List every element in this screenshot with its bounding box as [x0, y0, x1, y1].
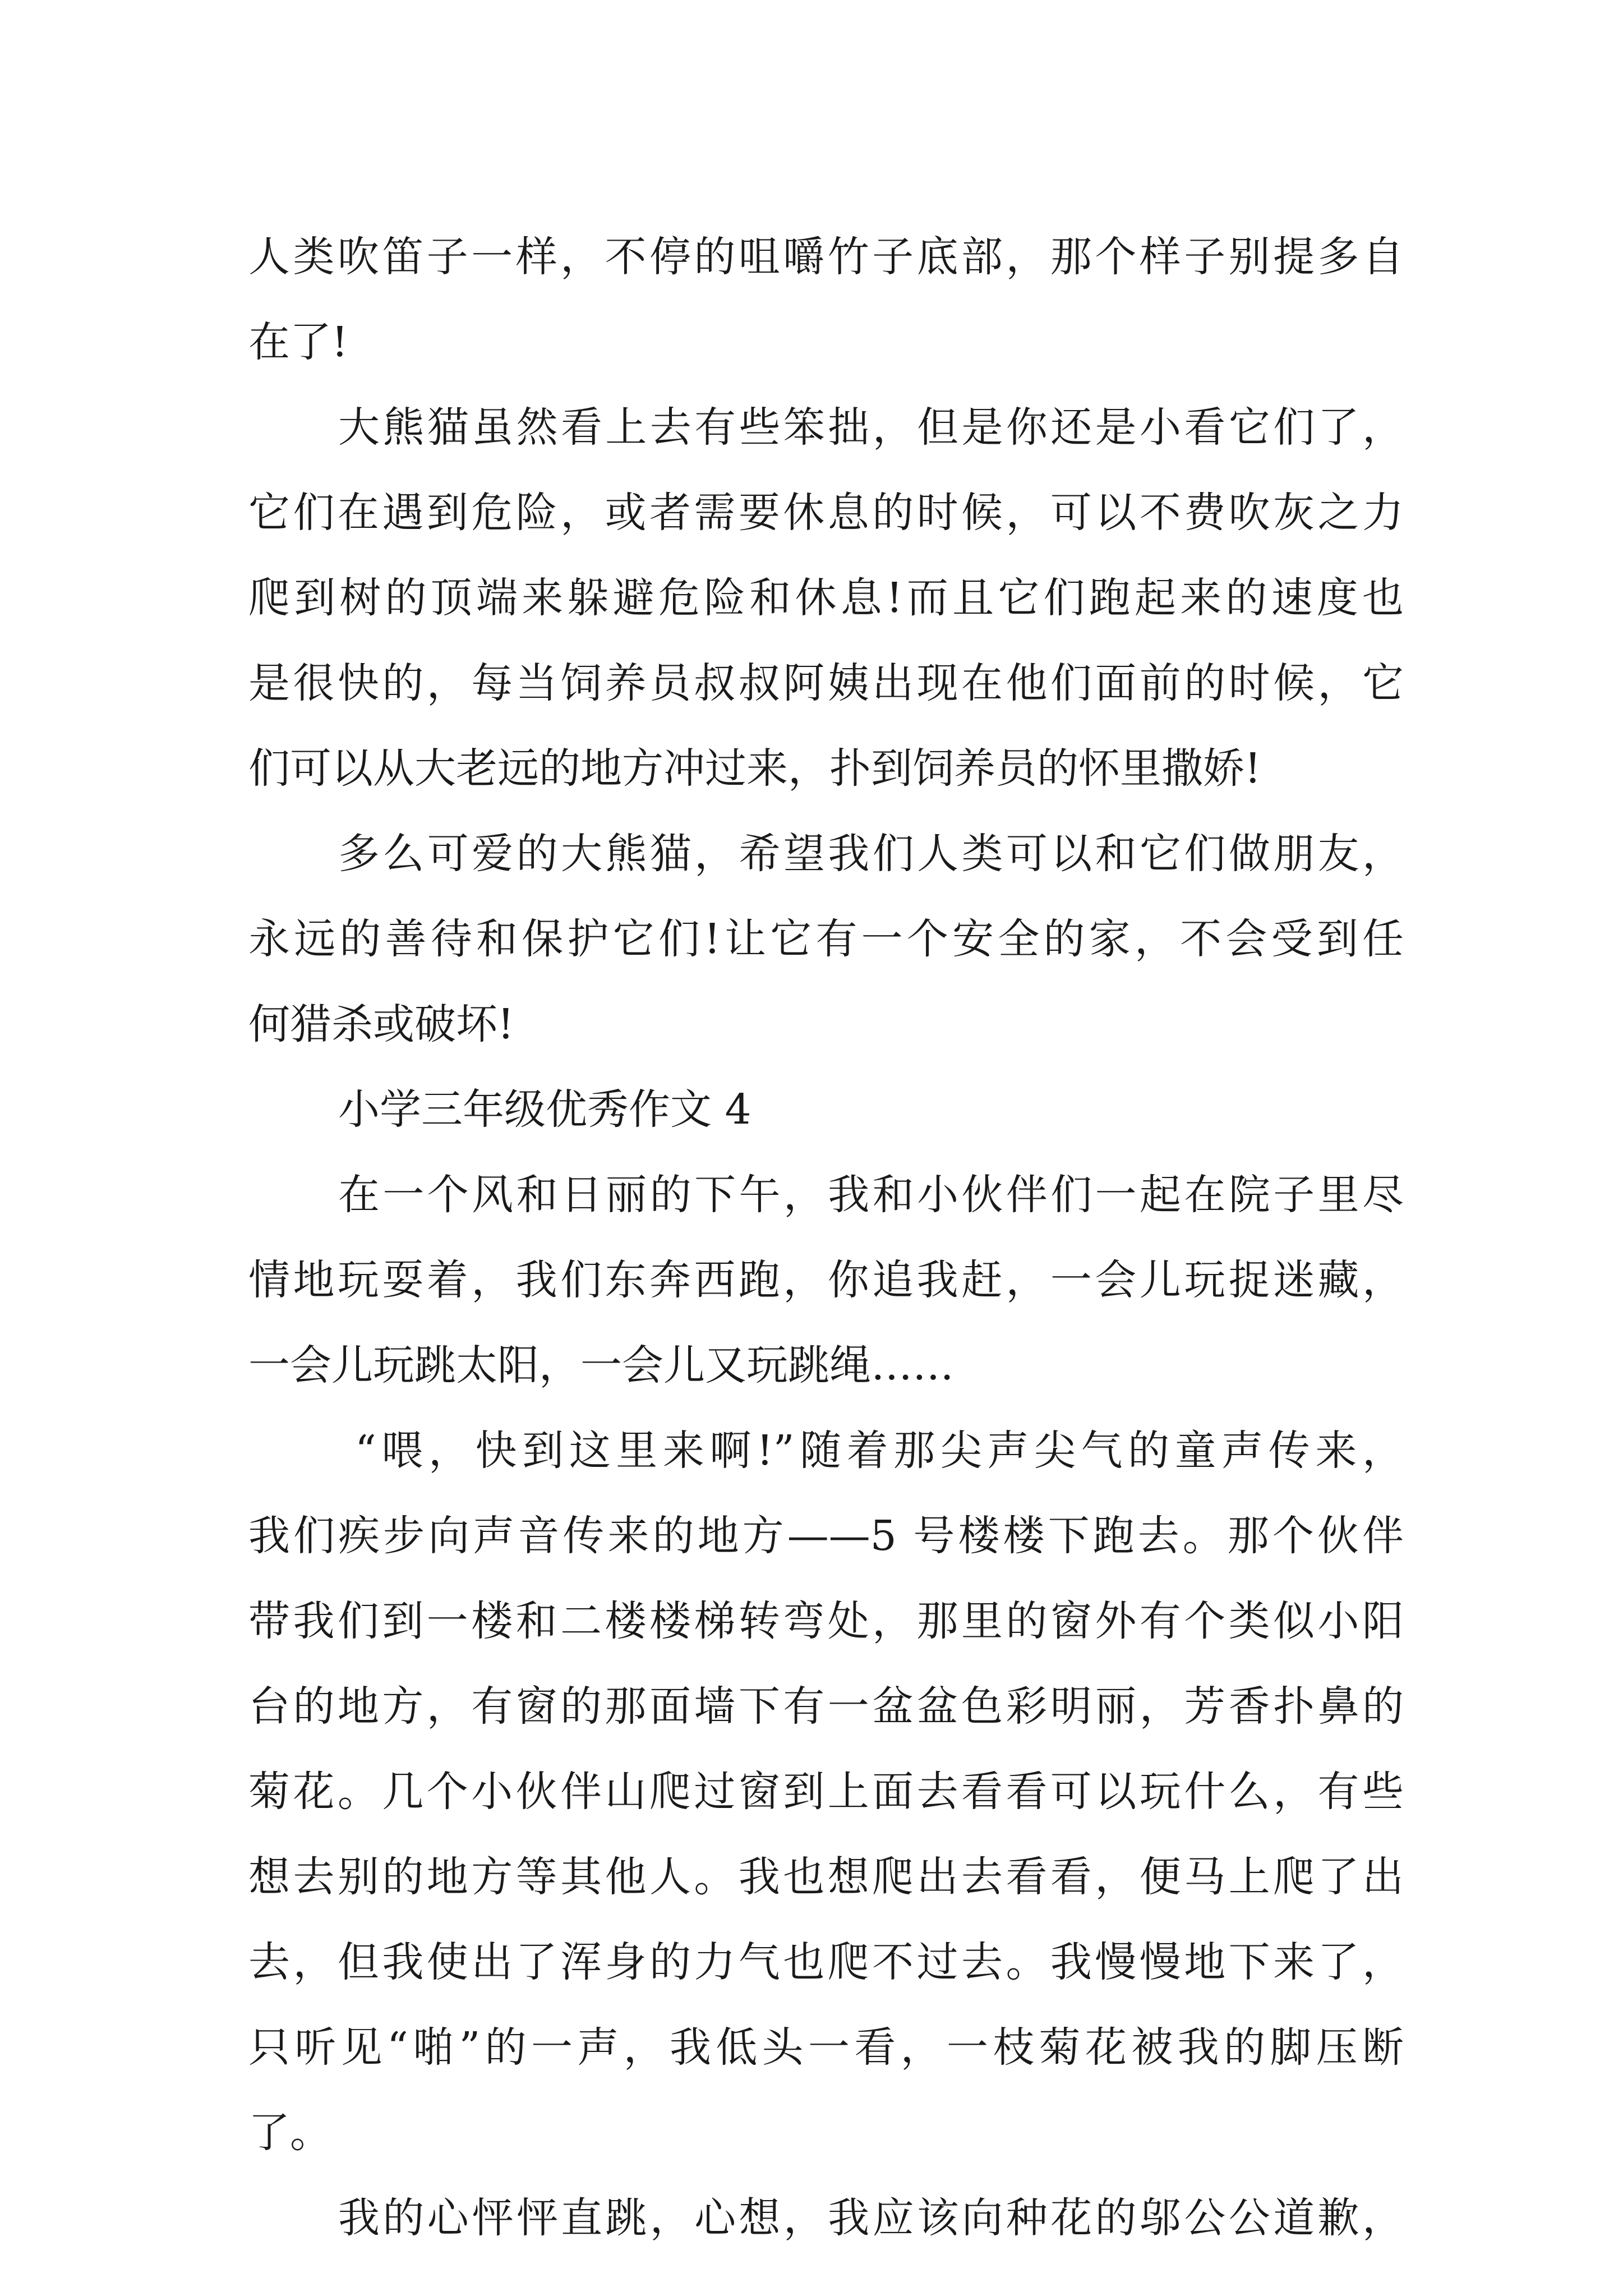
text-line: 情地玩耍着，我们东奔西跑，你追我赶，一会儿玩捉迷藏， [248, 1256, 1404, 1304]
text-line: 大熊猫虽然看上去有些笨拙，但是你还是小看它们了， [338, 403, 1404, 452]
text-line: 在了! [248, 318, 348, 366]
text-line: 它们在遇到危险，或者需要休息的时候，可以不费吹灰之力 [248, 489, 1404, 537]
text-line: 人类吹笛子一样，不停的咀嚼竹子底部，那个样子别提多自 [248, 233, 1404, 281]
text-line: 我们疾步向声音传来的地方——5 号楼楼下跑去。那个伙伴 [248, 1512, 1404, 1560]
text-line: 们可以从大老远的地方冲过来，扑到饲养员的怀里撒娇! [248, 744, 1261, 793]
text-line: 带我们到一楼和二楼楼梯转弯处，那里的窗外有个类似小阳 [248, 1597, 1404, 1645]
text-line: 想去别的地方等其他人。我也想爬出去看看，便马上爬了出 [248, 1853, 1404, 1901]
document-body [248, 214, 1404, 2261]
text-line: 何猎杀或破坏! [248, 1000, 514, 1048]
text-line: 只听见“啪”的一声，我低头一看，一枝菊花被我的脚压断 [248, 2023, 1404, 2072]
section-heading: 小学三年级优秀作文 4 [338, 1085, 751, 1134]
text-line: 菊花。几个小伙伴山爬过窗到上面去看看可以玩什么，有些 [248, 1768, 1404, 1816]
text-line: 一会儿玩跳太阳，一会儿又玩跳绳…… [248, 1341, 954, 1389]
text-line: 是很快的，每当饲养员叔叔阿姨出现在他们面前的时候，它 [248, 659, 1404, 707]
text-line: 了。 [248, 2109, 331, 2157]
text-line: 台的地方，有窗的那面墙下有一盆盆色彩明丽，芳香扑鼻的 [248, 1682, 1404, 1731]
text-line: “喂，快到这里来啊!”随着那尖声尖气的童声传来， [355, 1427, 1404, 1475]
text-line: 永远的善待和保护它们!让它有一个安全的家，不会受到任 [248, 915, 1404, 963]
text-line: 多么可爱的大熊猫，希望我们人类可以和它们做朋友， [338, 830, 1404, 878]
text-line: 我的心怦怦直跳，心想，我应该向种花的邬公公道歉， [338, 2194, 1404, 2242]
text-line: 爬到树的顶端来躲避危险和休息!而且它们跑起来的速度也 [248, 574, 1404, 622]
text-line: 在一个风和日丽的下午，我和小伙伴们一起在院子里尽 [338, 1171, 1404, 1219]
text-line: 去，但我使出了浑身的力气也爬不过去。我慢慢地下来了， [248, 1938, 1404, 1986]
